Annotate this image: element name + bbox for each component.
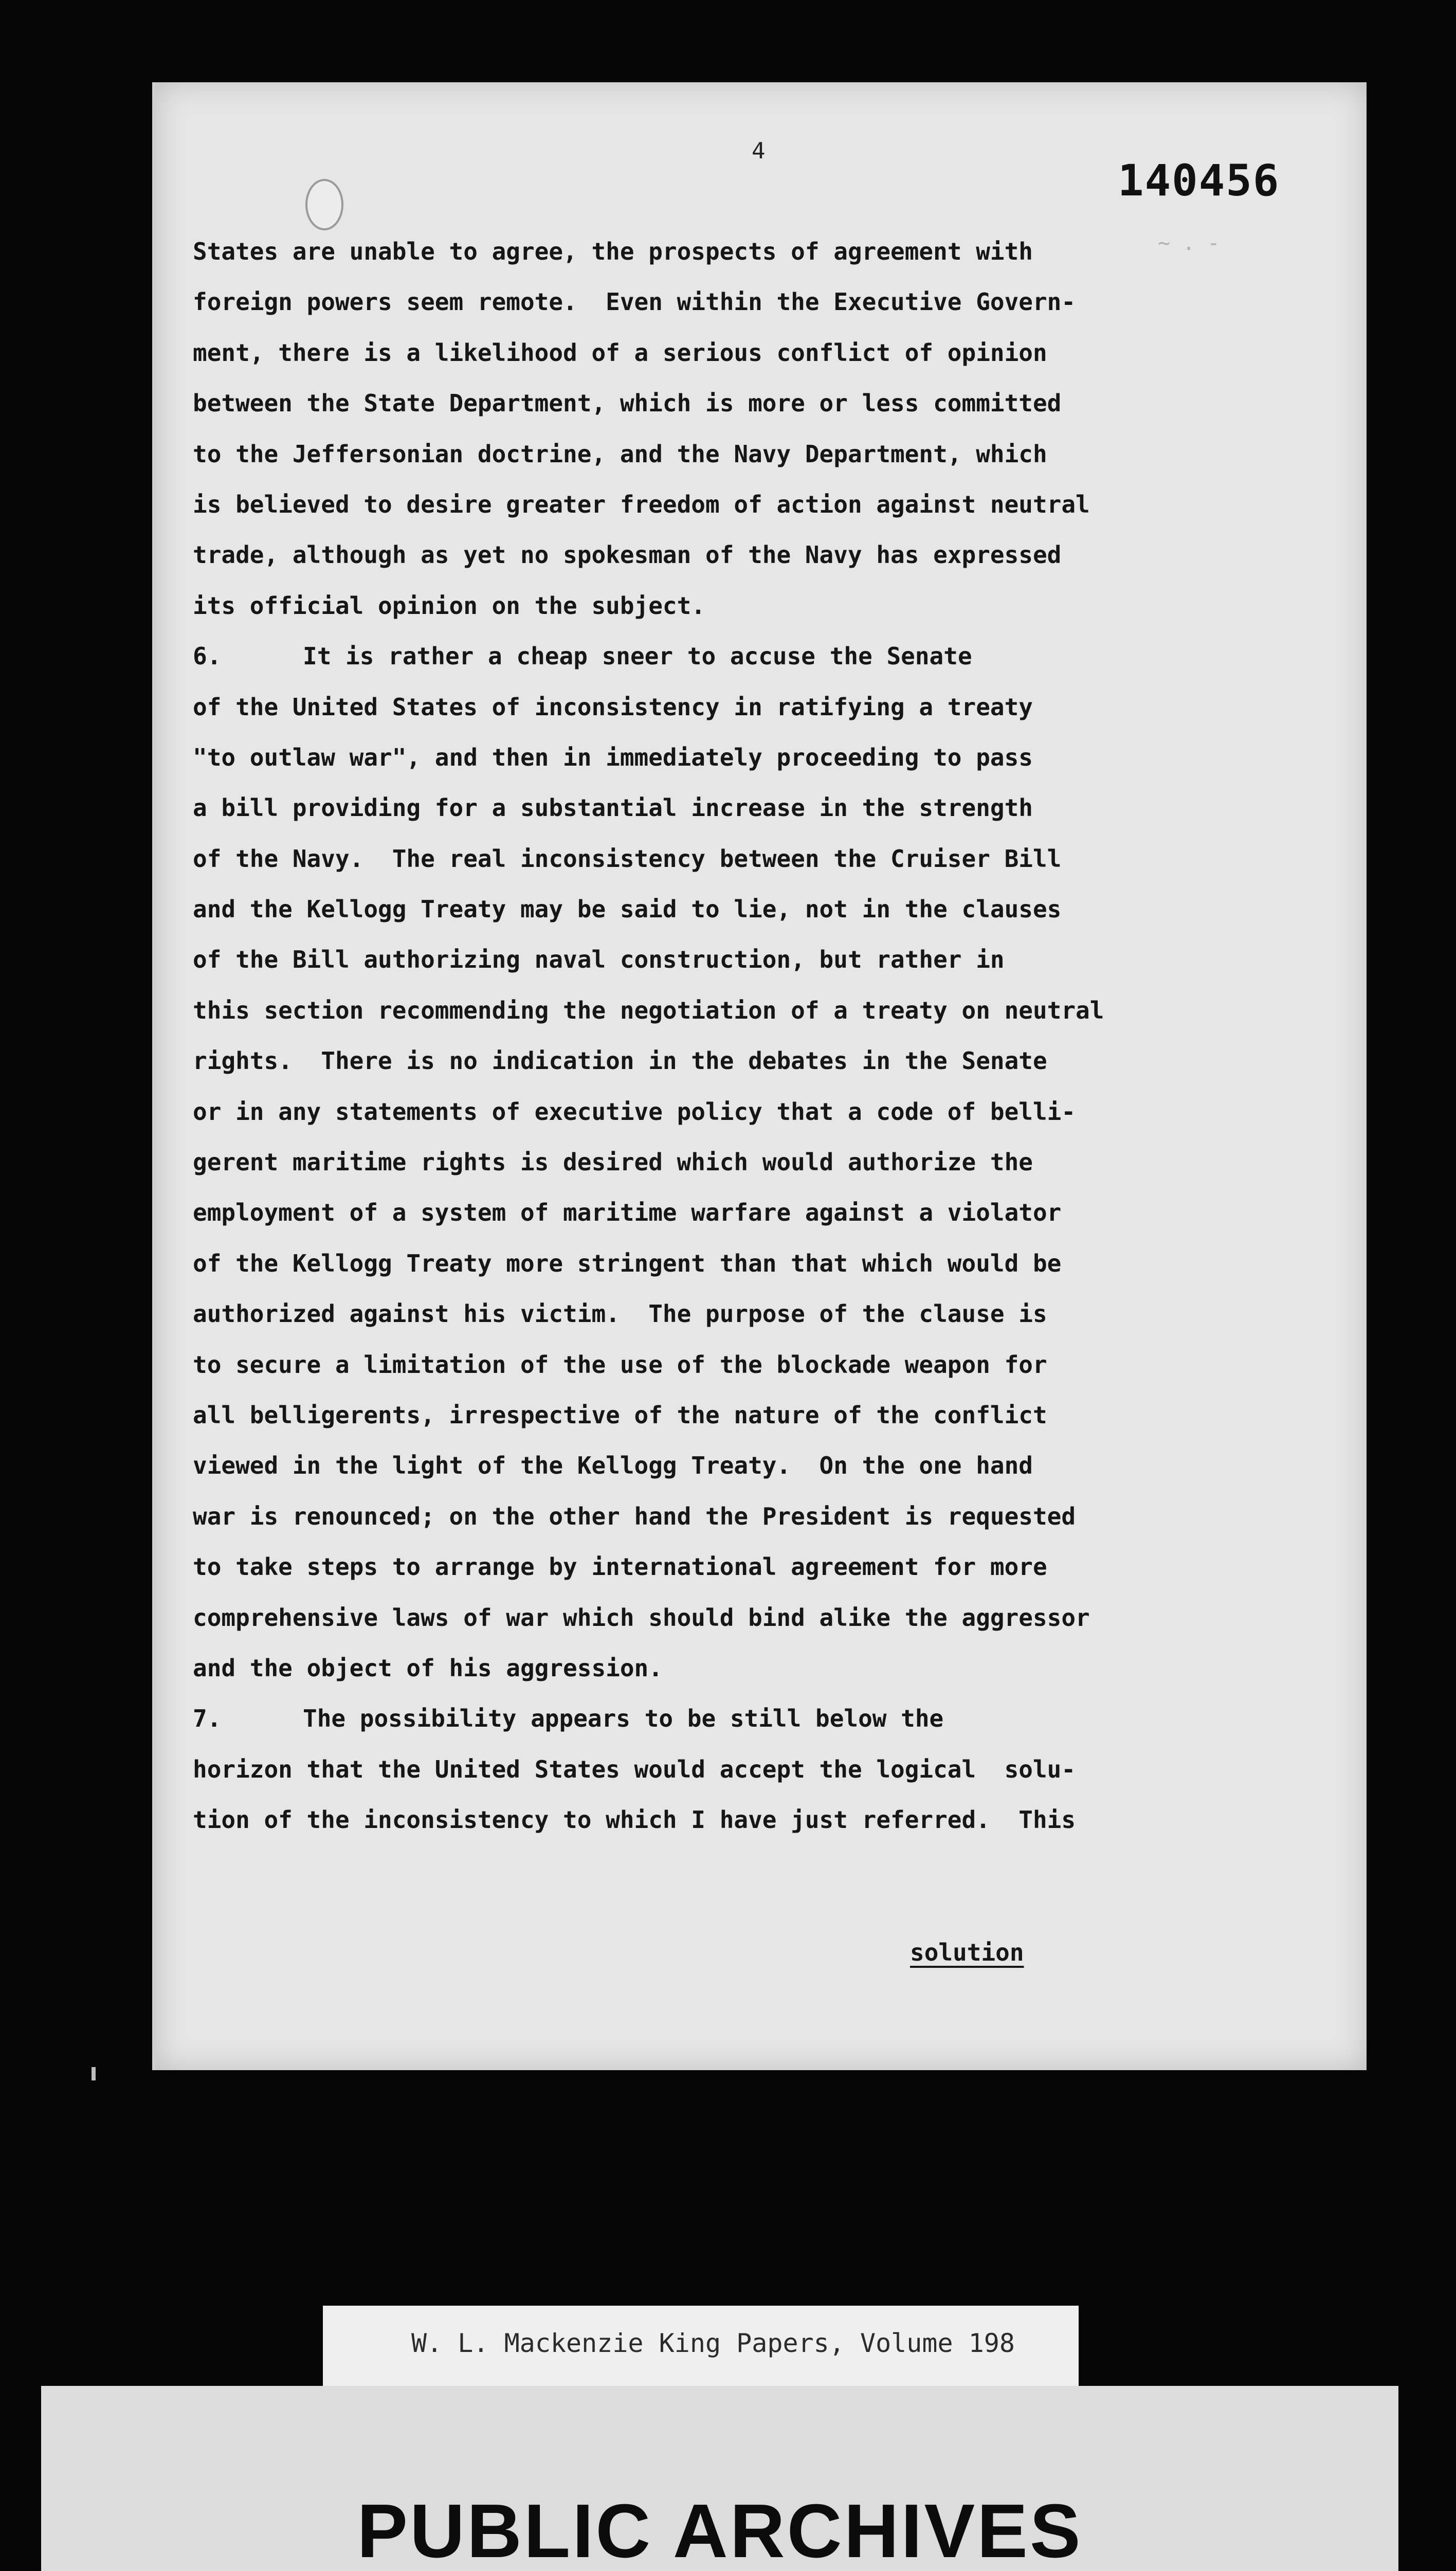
body-text (193, 226, 1211, 1845)
text-line: and the Kellogg Treaty may be said to lie, not in the clauses (193, 895, 1062, 924)
text-line: tion of the inconsistency to which I have just referred. This (193, 1806, 1076, 1834)
film-speck (92, 2067, 96, 2080)
text-line: war is renounced; on the other hand the President is requested (193, 1502, 1076, 1530)
text-line: horizon that the United States would accept the logical solu- (193, 1755, 1076, 1783)
punch-hole (305, 179, 343, 230)
text-line: authorized against his victim. The purpose of the clause is (193, 1300, 1047, 1328)
text-line: this section recommending the negotiation of a treaty on neutral (193, 996, 1104, 1024)
text-line: foreign powers seem remote. Even within the Executive Govern- (193, 288, 1076, 316)
text-line: rights. There is no indication in the debates in the Senate (193, 1047, 1047, 1075)
text-line: employment of a system of maritime warfare against a violator (193, 1199, 1062, 1227)
text-line: of the United States of inconsistency in ratifying a treaty (193, 693, 1033, 721)
margin-marks: ~ . - (1158, 231, 1220, 255)
page-number: 4 (752, 138, 766, 164)
text-line: comprehensive laws of war which should bind alike the aggressor (193, 1603, 1090, 1632)
document-number: 140456 (1118, 155, 1280, 206)
text-line: between the State Department, which is more or less committed (193, 389, 1062, 418)
text-line: or in any statements of executive policy that a code of belli- (193, 1097, 1076, 1126)
text-line: It is rather a cheap sneer to accuse the Senate (303, 642, 972, 671)
text-line: of the Bill authorizing naval construction, but rather in (193, 946, 1005, 974)
archive-stamp (41, 2386, 1398, 2571)
paragraph-6-start (193, 631, 1211, 681)
text-line: States are unable to agree, the prospects of agreement with (193, 238, 1033, 265)
text-line: viewed in the light of the Kellogg Treaty. On the one hand (193, 1452, 1033, 1480)
text-line: and the object of his aggression. (193, 1654, 663, 1682)
text-line: a bill providing for a substantial increase in the strength (193, 794, 1033, 822)
paragraph-7-start (193, 1693, 1211, 1744)
text-line: all belligerents, irrespective of the nature of the conflict (193, 1401, 1047, 1429)
text-line: trade, although as yet no spokesman of the Navy has expressed (193, 541, 1062, 569)
text-line: ment, there is a likelihood of a serious conflict of opinion (193, 338, 1047, 367)
text-line: is believed to desire greater freedom of action against neutral (193, 490, 1090, 518)
text-line: The possibility appears to be still below the (303, 1705, 944, 1733)
text-line: to the Jeffersonian doctrine, and the Navy Department, which (193, 440, 1047, 468)
archive-line-1: PUBLIC ARCHIVES (357, 2489, 1083, 2571)
caption-label (323, 2306, 1079, 2387)
text-line: of the Navy. The real inconsistency between the Cruiser Bill (193, 844, 1062, 873)
caption-text: W. L. Mackenzie King Papers, Volume 198 (411, 2328, 1015, 2358)
text-line: "to outlaw war", and then in immediately proceeding to pass (193, 743, 1033, 771)
text-line: gerent maritime rights is desired which would authorize the (193, 1148, 1033, 1176)
paragraph-number: 6. (193, 642, 222, 671)
text-line: to secure a limitation of the use of the blockade weapon for (193, 1350, 1047, 1379)
text-line: of the Kellogg Treaty more stringent than that which would be (193, 1249, 1062, 1277)
catchword: solution (910, 1939, 1024, 1966)
text-line: its official opinion on the subject. (193, 591, 705, 620)
text-line: to take steps to arrange by international agreement for more (193, 1553, 1047, 1581)
paragraph-number: 7. (193, 1705, 222, 1733)
